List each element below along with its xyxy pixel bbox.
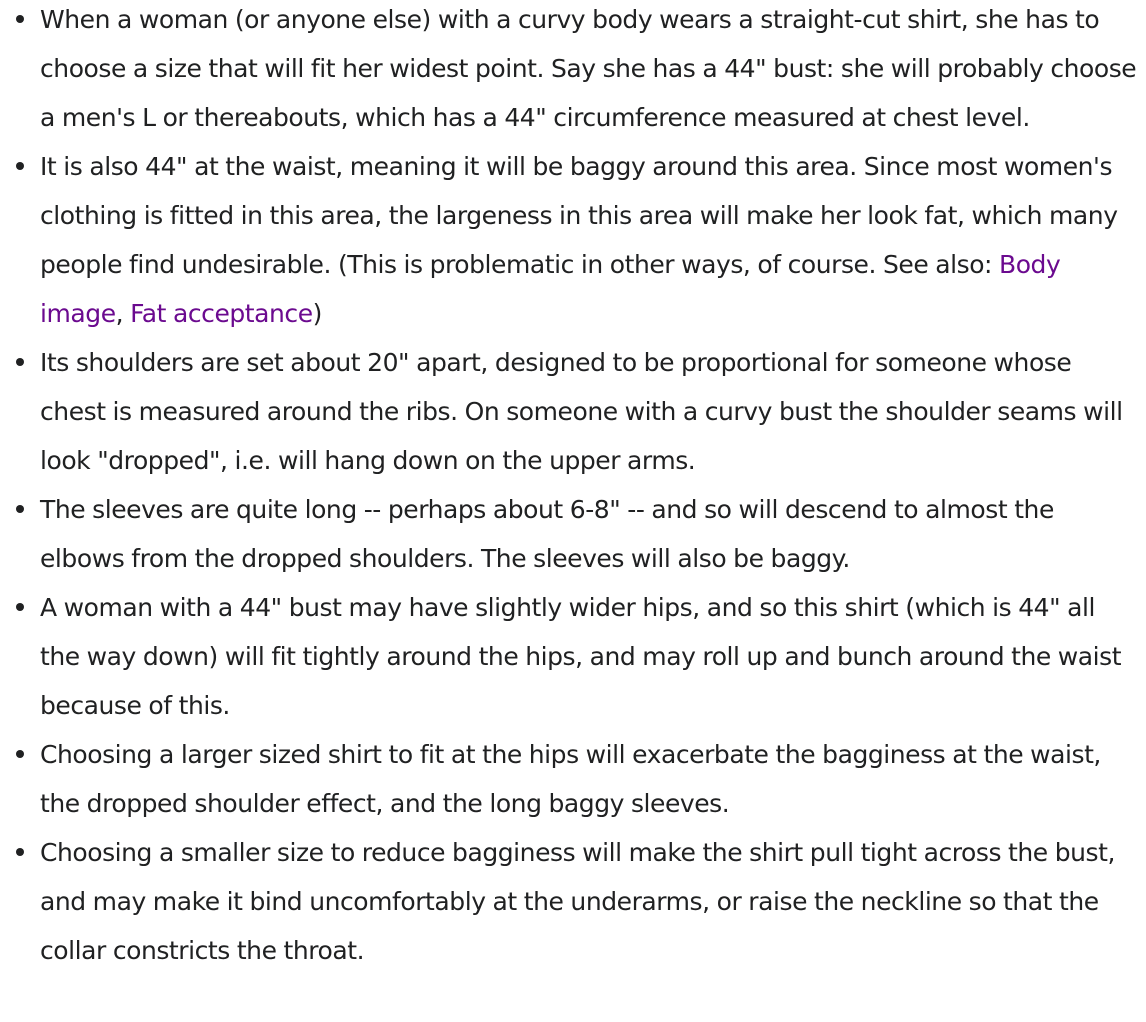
list-item	[0, 0, 1146, 142]
list-item	[0, 828, 1146, 975]
body-image-link[interactable]: Body image	[40, 250, 1061, 328]
list-item-text: Choosing a larger sized shirt to fit at the hips will exacerbate the bagginess at the waist, the dropped shoulder effect, and the long baggy sleeves.	[40, 740, 1101, 818]
list-item	[0, 485, 1146, 583]
closing-paren: )	[312, 299, 322, 328]
list-item	[0, 338, 1146, 485]
bullet-icon	[16, 162, 24, 170]
list-item-text: A woman with a 44" bust may have slightly wider hips, and so this shirt (which is 44" all the way down) will fit tightly around the hips, and may roll up and bunch around the waist because of this.	[40, 593, 1122, 720]
bullet-icon	[16, 505, 24, 513]
list-item	[0, 142, 1146, 338]
bullet-icon	[16, 750, 24, 758]
list-item	[0, 583, 1146, 730]
bullet-icon	[16, 358, 24, 366]
list-item-text: When a woman (or anyone else) with a curvy body wears a straight-cut shirt, she has to choose a size that will fit her widest point. Say she has a 44" bust: she will probably choose a men's L or thereabouts, which has a 44" circumference measured at chest level.	[40, 5, 1137, 132]
list-item	[0, 730, 1146, 828]
bullet-icon	[16, 15, 24, 23]
link-separator: ,	[115, 299, 131, 328]
list-item-text: The sleeves are quite long -- perhaps about 6-8" -- and so will descend to almost the elbows from the dropped shoulders. The sleeves will also be baggy.	[40, 495, 1054, 573]
list-item-text: It is also 44" at the waist, meaning it will be baggy around this area. Since most women's clothing is fitted in this area, the largeness in this area will make her look fat, which many people find undesirable. (This is problematic in other ways, of course. See also:	[40, 152, 1118, 279]
fat-acceptance-link[interactable]: Fat acceptance	[130, 299, 313, 328]
list-item-text: Its shoulders are set about 20" apart, designed to be proportional for someone whose chest is measured around the ribs. On someone with a curvy bust the shoulder seams will look "dropped", i.e. will hang down on the upper arms.	[40, 348, 1123, 475]
list-item-text: Choosing a smaller size to reduce bagginess will make the shirt pull tight across the bust, and may make it bind uncomfortably at the underarms, or raise the neckline so that the collar constricts the throat.	[40, 838, 1115, 965]
bullet-icon	[16, 603, 24, 611]
bullet-icon	[16, 848, 24, 856]
